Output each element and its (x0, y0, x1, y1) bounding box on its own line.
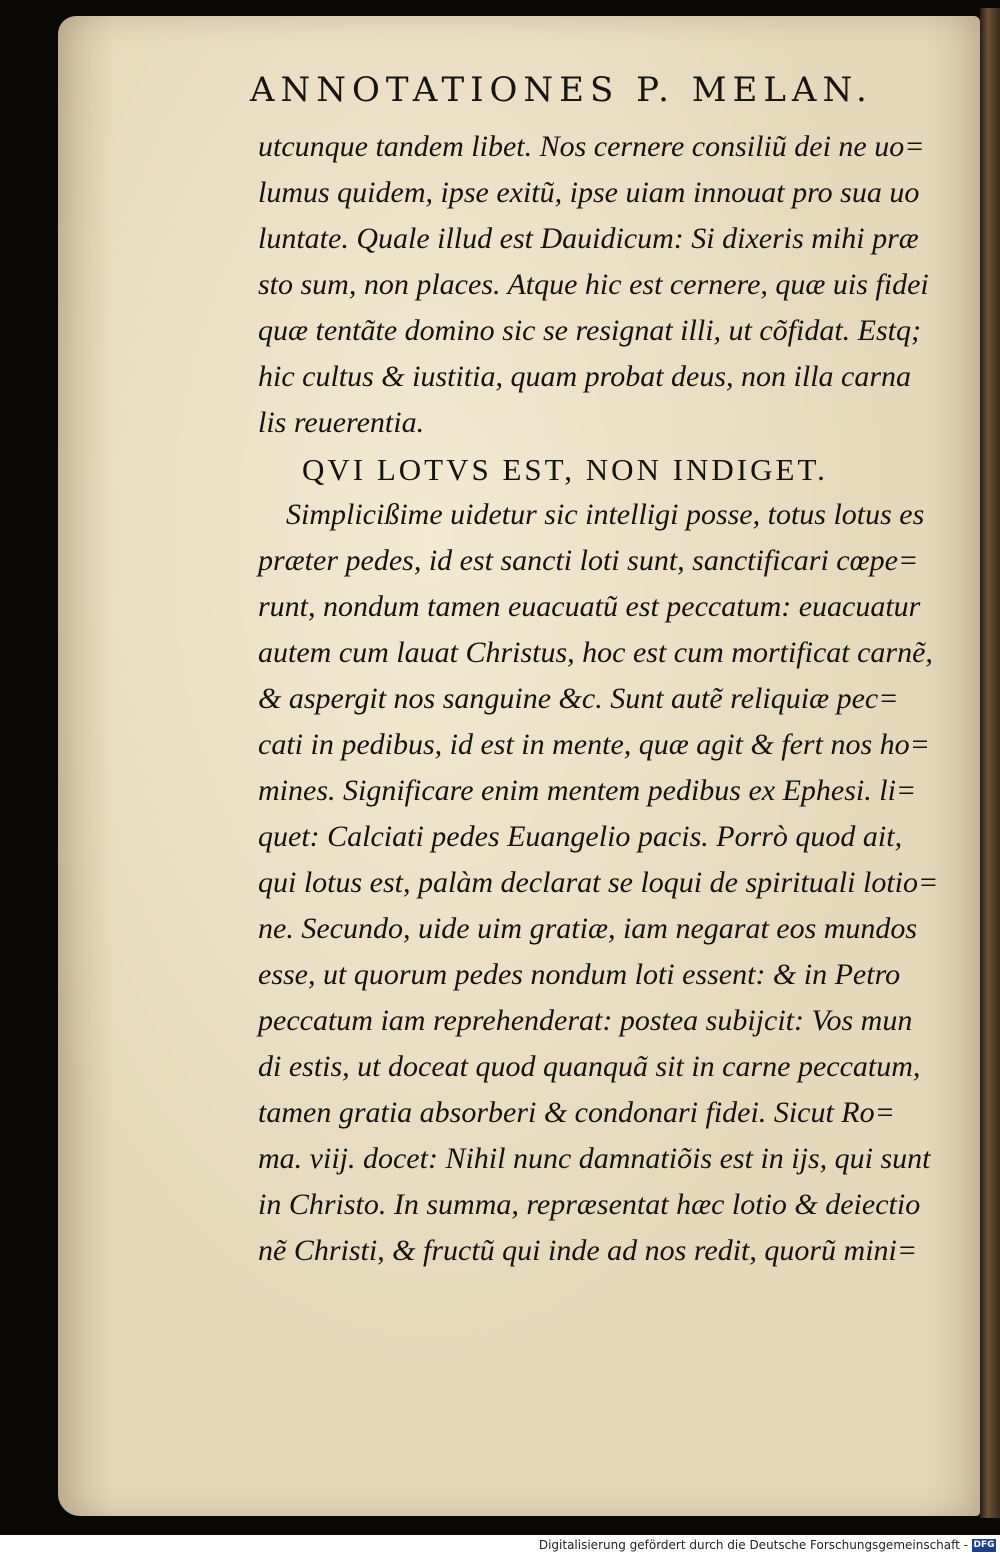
footer-bar (0, 1535, 1000, 1557)
text-line: sto sum, non places. Atque hic est cernere, quæ uis fidei (258, 268, 929, 301)
text-line: hic cultus & iustitia, quam probat deus, non illa carna (258, 360, 912, 393)
text-line: & aspergit nos sanguine &c. Sunt autẽ reliquiæ pec= (258, 682, 899, 715)
text-line: in Christo. In summa, repræsentat hæc lotio & deiectio (258, 1188, 921, 1221)
text-line: nẽ Christi, & fructũ qui inde ad nos redit, quorũ mini= (258, 1234, 918, 1267)
text-line: utcunque tandem libet. Nos cernere consiliũ dei ne uo= (258, 130, 925, 163)
running-head: ANNOTATIONES P. MELAN. (250, 70, 873, 110)
book-edge (980, 8, 1000, 1518)
text-line: tamen gratia absorberi & condonari fidei. Sicut Ro= (258, 1096, 895, 1129)
text-line: cati in pedibus, id est in mente, quæ agit & fert nos ho= (258, 728, 930, 761)
text-line: qui lotus est, palàm declarat se loqui de spirituali lotio= (258, 866, 939, 899)
text-line: ne. Secundo, uide uim gratiæ, iam negarat eos mundos (258, 912, 918, 945)
text-line: præter pedes, id est sancti loti sunt, sanctificari cœpe= (258, 544, 919, 577)
text-line: esse, ut quorum pedes nondum loti essent: & in Petro (258, 958, 901, 991)
text-line: quæ tentãte domino sic se resignat illi, ut cõfidat. Estq; (258, 314, 922, 347)
text-line: ma. viij. docet: Nihil nunc damnatiõis est in ijs, qui sunt (258, 1142, 931, 1175)
text-line: luntate. Quale illud est Dauidicum: Si dixeris mihi præ (258, 222, 919, 255)
text-line: lis reuerentia. (258, 406, 425, 439)
dfg-logo-icon: DFG (973, 1540, 995, 1550)
section-heading: QVI LOTVS EST, NON INDIGET. (302, 452, 828, 487)
text-line: peccatum iam reprehenderat: postea subijcit: Vos mun (258, 1004, 913, 1037)
text-line: quet: Calciati pedes Euangelio pacis. Porrò quod ait, (258, 820, 903, 853)
text-line: Simplicißime uidetur sic intelligi posse, totus lotus es (286, 498, 925, 531)
footer-credit: Digitalisierung gefördert durch die Deutsche Forschungsgemeinschaft - (538, 1538, 968, 1552)
text-line: di estis, ut doceat quod quanquã sit in carne peccatum, (258, 1050, 921, 1083)
text-line: autem cum lauat Christus, hoc est cum mortificat carnẽ, (258, 636, 933, 669)
text-line: runt, nondum tamen euacuatũ est peccatum: euacuatur (258, 590, 921, 623)
text-line: mines. Significare enim mentem pedibus ex Ephesi. li= (258, 774, 917, 807)
text-line: lumus quidem, ipse exitũ, ipse uiam innouat pro sua uo (258, 176, 920, 209)
